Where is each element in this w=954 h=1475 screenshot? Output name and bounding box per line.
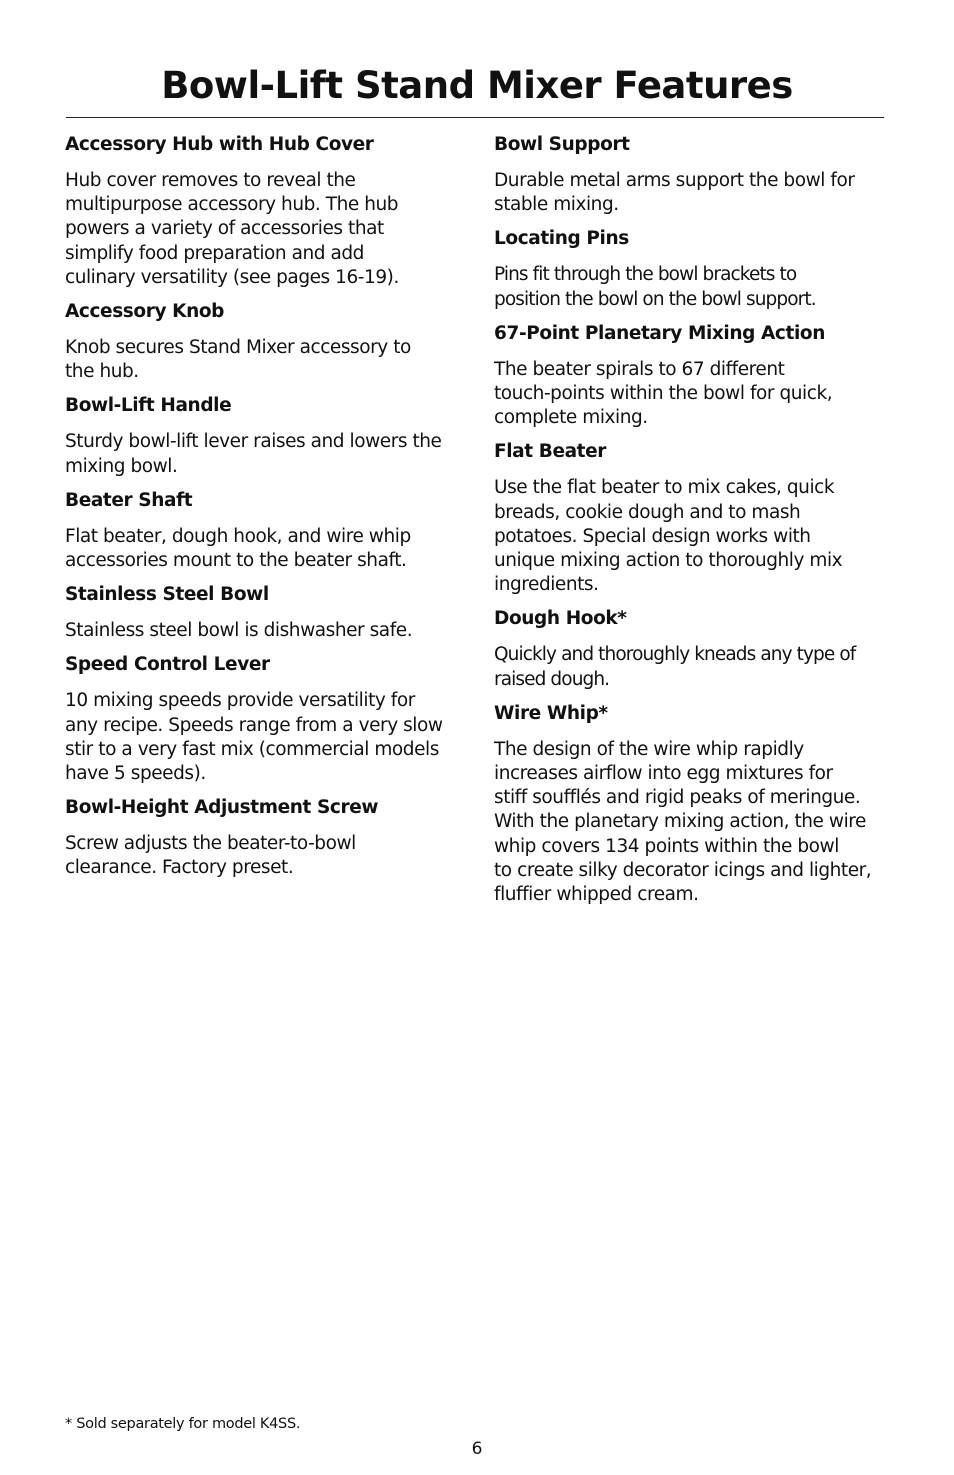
feature-bowl-lift-handle bbox=[65, 394, 461, 478]
description-line: complete mixing. bbox=[494, 407, 648, 429]
description-line: ingredients. bbox=[494, 574, 599, 596]
title-divider bbox=[66, 117, 884, 118]
description-line: any recipe. Speeds range from a very slow bbox=[65, 714, 443, 736]
feature-description bbox=[65, 525, 461, 573]
feature-accessory-knob bbox=[65, 300, 461, 384]
description-line: stiff soufflés and rigid peaks of meringue. bbox=[494, 787, 861, 809]
feature-description bbox=[65, 689, 461, 786]
description-line: mixing bowl. bbox=[65, 455, 178, 477]
description-line: Flat beater, dough hook, and wire whip bbox=[65, 525, 411, 547]
feature-title: Bowl-Height Adjustment Screw bbox=[65, 797, 379, 819]
feature-bowl-height-adjustment-screw bbox=[65, 796, 461, 880]
feature-wire-whip bbox=[494, 702, 890, 907]
feature-description bbox=[65, 832, 461, 880]
description-line: With the planetary mixing action, the wire bbox=[494, 811, 866, 833]
feature-stainless-steel-bowl bbox=[65, 583, 461, 643]
feature-title: Bowl Support bbox=[494, 134, 630, 155]
feature-accessory-hub bbox=[65, 133, 461, 290]
feature-description bbox=[494, 358, 890, 431]
description-line: 10 mixing speeds provide versatility for bbox=[65, 690, 415, 712]
description-line: potatoes. Special design works with bbox=[494, 525, 811, 547]
left-column bbox=[65, 133, 461, 891]
description-line: powers a variety of accessories that bbox=[65, 218, 384, 240]
description-line: Sturdy bowl-lift lever raises and lowers the bbox=[65, 431, 442, 453]
description-line: raised dough. bbox=[494, 668, 610, 690]
description-line: to create silky decorator icings and lighter, bbox=[494, 859, 872, 881]
feature-title: Dough Hook* bbox=[494, 608, 627, 630]
feature-planetary-mixing-action bbox=[494, 322, 890, 431]
description-line: breads, cookie dough and to mash bbox=[494, 501, 801, 523]
page-number: 6 bbox=[471, 1439, 483, 1459]
feature-beater-shaft bbox=[65, 489, 461, 573]
footnote: * Sold separately for model K4SS. bbox=[65, 1416, 301, 1432]
description-line: Durable metal arms support the bowl for bbox=[494, 170, 855, 191]
description-line: clearance. Factory preset. bbox=[65, 857, 294, 879]
feature-description bbox=[65, 336, 461, 384]
description-line: whip covers 134 points within the bowl bbox=[494, 835, 839, 857]
feature-title: Accessory Knob bbox=[65, 301, 225, 323]
feature-dough-hook bbox=[494, 607, 890, 691]
description-line: culinary versatility (see pages 16-19). bbox=[65, 266, 399, 288]
feature-description bbox=[494, 476, 890, 597]
feature-title: 67-Point Planetary Mixing Action bbox=[494, 322, 825, 344]
description-line: Hub cover removes to reveal the bbox=[65, 170, 356, 191]
feature-title: Stainless Steel Bowl bbox=[65, 584, 269, 606]
feature-title: Flat Beater bbox=[494, 441, 606, 463]
feature-title: Accessory Hub with Hub Cover bbox=[65, 134, 374, 155]
feature-bowl-support bbox=[494, 133, 890, 217]
description-line: fluffier whipped cream. bbox=[494, 884, 699, 906]
description-line: increases airflow into egg mixtures for bbox=[494, 763, 833, 785]
feature-title: Locating Pins bbox=[494, 228, 629, 250]
description-line: have 5 speeds). bbox=[65, 763, 206, 785]
description-line: position the bowl on the bowl support. bbox=[494, 288, 816, 310]
description-line: stir to a very fast mix (commercial models bbox=[65, 738, 439, 760]
description-line: Pins fit through the bowl brackets to bbox=[494, 264, 797, 286]
description-line: the hub. bbox=[65, 361, 139, 383]
description-line: Stainless steel bowl is dishwasher safe. bbox=[65, 620, 413, 642]
description-line: Quickly and thoroughly kneads any type of bbox=[494, 644, 856, 666]
description-line: Knob secures Stand Mixer accessory to bbox=[65, 337, 411, 359]
description-line: simplify food preparation and add bbox=[65, 242, 364, 264]
feature-title: Bowl-Lift Handle bbox=[65, 395, 232, 417]
feature-title: Speed Control Lever bbox=[65, 654, 270, 676]
feature-title: Beater Shaft bbox=[65, 489, 193, 511]
right-column bbox=[494, 133, 890, 917]
feature-description bbox=[494, 263, 890, 311]
description-line: The design of the wire whip rapidly bbox=[494, 738, 804, 760]
description-line: unique mixing action to thoroughly mix bbox=[494, 550, 843, 572]
description-line: Use the flat beater to mix cakes, quick bbox=[494, 477, 835, 499]
feature-flat-beater bbox=[494, 440, 890, 597]
feature-title: Wire Whip* bbox=[494, 702, 608, 724]
feature-description bbox=[494, 738, 890, 907]
feature-description bbox=[65, 430, 461, 478]
description-line: stable mixing. bbox=[494, 194, 619, 216]
feature-speed-control-lever bbox=[65, 653, 461, 786]
description-line: touch-points within the bowl for quick, bbox=[494, 383, 833, 405]
feature-description bbox=[494, 643, 890, 691]
description-line: Screw adjusts the beater-to-bowl bbox=[65, 833, 356, 855]
description-line: The beater spirals to 67 different bbox=[494, 358, 785, 380]
page-title: Bowl-Lift Stand Mixer Features bbox=[161, 64, 793, 107]
description-line: multipurpose accessory hub. The hub bbox=[65, 194, 399, 216]
feature-description bbox=[65, 619, 461, 643]
feature-locating-pins bbox=[494, 227, 890, 311]
feature-description bbox=[494, 169, 890, 217]
feature-description bbox=[65, 169, 461, 290]
description-line: accessories mount to the beater shaft. bbox=[65, 550, 407, 572]
